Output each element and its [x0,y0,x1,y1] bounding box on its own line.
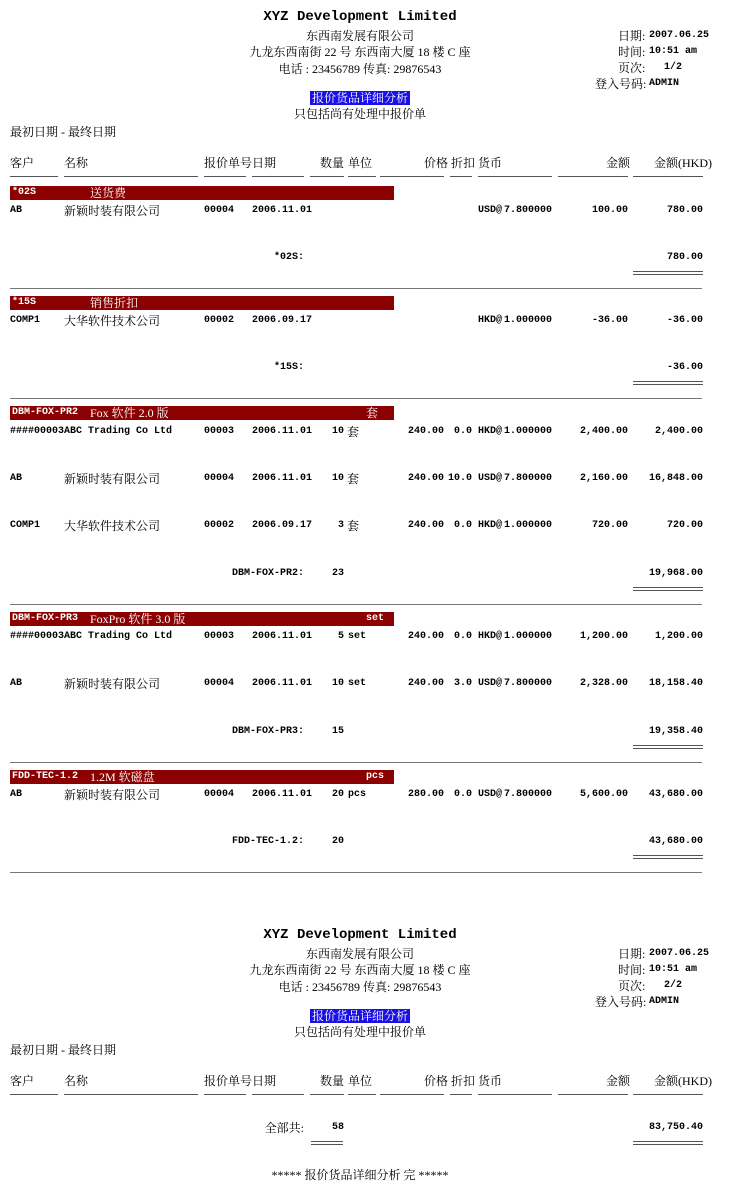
group-header-band: *02S 送货费 [10,186,394,200]
group-header-band: DBM-FOX-PR2 Fox 软件 2.0 版 套 [10,406,394,420]
col-discount: 折扣 [451,1074,476,1088]
report-title: 报价货品详细分析 [311,91,409,105]
col-currency: 货币 [478,156,503,170]
company-name-cn: 东西南发展有限公司 [305,29,415,43]
report-subtitle: 只包括尚有处理中报价单 [293,107,427,121]
col-date: 日期 [252,1074,277,1088]
group-header-band: FDD-TEC-1.2 1.2M 软磁盘 pcs [10,770,394,784]
report-page-1: XYZ Development Limited 东西南发展有限公司 九龙东西南街 22 号 东西南大厦 18 楼 C 座 电话 : 23456789 传真: 29876543 日期: 2007.06.25 时间: 10:51 am 页次: 1/2 登入号码: ADMIN 报价货品详细分析 只包括尚有处理中报价单 最初日期 - 最终日期 客户 名称 报价单号 日期 数量 单位 价格 折扣 货币 金额 金额(HKD) *02S 送货费 AB 新颖时装有限公司 00004 2006.11.01 USD@ 7.800000 100.00 780.00 *02S: 780.00 *15S 销售折扣 COMP1 大华软件技术公司 00002 2006.09.17 HKD@ 1.000000 -36.00 -36.00 *15S: -36.00 DBM-FOX-PR2 Fox 软件 2.0 版 套 ####00003 ABC Trading Co Ltd 00003 2006.11.01 10 套 240.00 0.0 HKD@ 1.000000 2,400.00 2,400.00 AB 新颖时装有限公司 00004 2006.11.01 10 套 240.00 10.0 USD@ 7.800000 2,160.00 16,848.00 COMP1 大华软件技术公司 00002 2006.09.17 3 套 240.00 0.0 HKD@ 1.000000 720.00 720.00 DBM-FOX-PR2: 23 19,968.00 DBM-FOX-PR3 FoxPro 软件 3.0 版 set ####00003 ABC Trading Co Ltd 00003 2006.11.01 5 set 240.00 0.0 HKD@ 1.000000 1,200.00 1,200.00 AB 新颖时装有限公司 00004 2006.11.01 10 set 240.00 3.0 USD@ 7.800000 2,328.00 18,158.40 DBM-FOX-PR3: 15 19,358.40 FDD-TEC-1.2 1.2M 软磁盘 pcs AB 新颖时装有限公司 00004 2006.11.01 20 pcs 280.00 0.0 USD@ 7.800000 5,600.00 43,680.00 FDD-TEC-1.2: 20 43,680.00 [0,0,740,880]
report-subtitle: 只包括尚有处理中报价单 [293,1025,427,1039]
login-label: 登入号码: [595,995,647,1009]
company-address: 九龙东西南街 22 号 东西南大厦 18 楼 C 座 [249,45,471,59]
login-label: 登入号码: [595,77,647,91]
col-quote-no: 报价单号 [204,156,253,170]
group-header-band: DBM-FOX-PR3 FoxPro 软件 3.0 版 set [10,612,394,626]
time-label: 时间: [618,45,646,59]
subtotal-amount: 19,968.00 [648,568,703,579]
subtotal-amount: 780.00 [666,252,703,263]
subtotal-amount: 43,680.00 [648,836,703,847]
date-range: 最初日期 - 最终日期 [10,1043,116,1057]
grand-total-label: 全部共: [264,1121,304,1135]
time-label: 时间: [618,963,646,977]
date-value: 2007.06.25 [649,30,710,41]
page-value: 1/2 [664,62,683,73]
subtotal-label: *15S: [273,362,304,373]
col-name: 名称 [64,156,89,170]
col-quote-no: 报价单号 [204,1074,253,1088]
subtotal-qty: 15 [332,726,345,737]
col-customer: 客户 [10,156,35,170]
col-amount: 金额 [606,156,631,170]
subtotal-qty: 20 [332,836,345,847]
time-value: 10:51 am [649,46,698,57]
subtotal-label: FDD-TEC-1.2: [231,836,304,847]
col-price: 价格 [424,1074,449,1088]
report-title: 报价货品详细分析 [311,1009,409,1023]
col-amount-hkd: 金额(HKD) [654,1074,712,1088]
grand-total-amount: 83,750.40 [648,1122,703,1133]
company-address: 九龙东西南街 22 号 东西南大厦 18 楼 C 座 [249,963,471,977]
page-value: 2/2 [664,980,683,991]
col-discount: 折扣 [451,156,476,170]
company-name-en: XYZ Development Limited [263,9,457,25]
subtotal-label: DBM-FOX-PR2: [231,568,304,579]
subtotal-label: DBM-FOX-PR3: [231,726,304,737]
page-label: 页次: [618,61,646,75]
col-qty: 数量 [320,1074,345,1088]
login-value: ADMIN [649,996,680,1007]
col-unit: 单位 [348,156,373,170]
col-qty: 数量 [320,156,345,170]
col-price: 价格 [424,156,449,170]
report-page-2 [0,918,740,1188]
subtotal-amount: -36.00 [666,362,703,373]
login-value: ADMIN [649,78,680,89]
company-name-cn: 东西南发展有限公司 [305,947,415,961]
date-label: 日期: [618,29,646,43]
subtotal-label: *02S: [273,252,304,263]
col-currency: 货币 [478,1074,503,1088]
report-footer: ***** 报价货品详细分析 完 ***** [271,1168,449,1182]
subtotal-amount: 19,358.40 [648,726,703,737]
date-label: 日期: [618,947,646,961]
col-name: 名称 [64,1074,89,1088]
company-contact: 电话 : 23456789 传真: 29876543 [278,980,442,994]
date-value: 2007.06.25 [649,948,710,959]
col-amount-hkd: 金额(HKD) [654,156,712,170]
page-label: 页次: [618,979,646,993]
time-value: 10:51 am [649,964,698,975]
col-amount: 金额 [606,1074,631,1088]
col-customer: 客户 [10,1074,35,1088]
grand-total-qty: 58 [332,1122,345,1133]
company-name-en: XYZ Development Limited [263,927,457,943]
company-contact: 电话 : 23456789 传真: 29876543 [278,62,442,76]
col-unit: 单位 [348,1074,373,1088]
subtotal-qty: 23 [332,568,345,579]
date-range: 最初日期 - 最终日期 [10,125,116,139]
group-header-band: *15S 销售折扣 [10,296,394,310]
col-date: 日期 [252,156,277,170]
